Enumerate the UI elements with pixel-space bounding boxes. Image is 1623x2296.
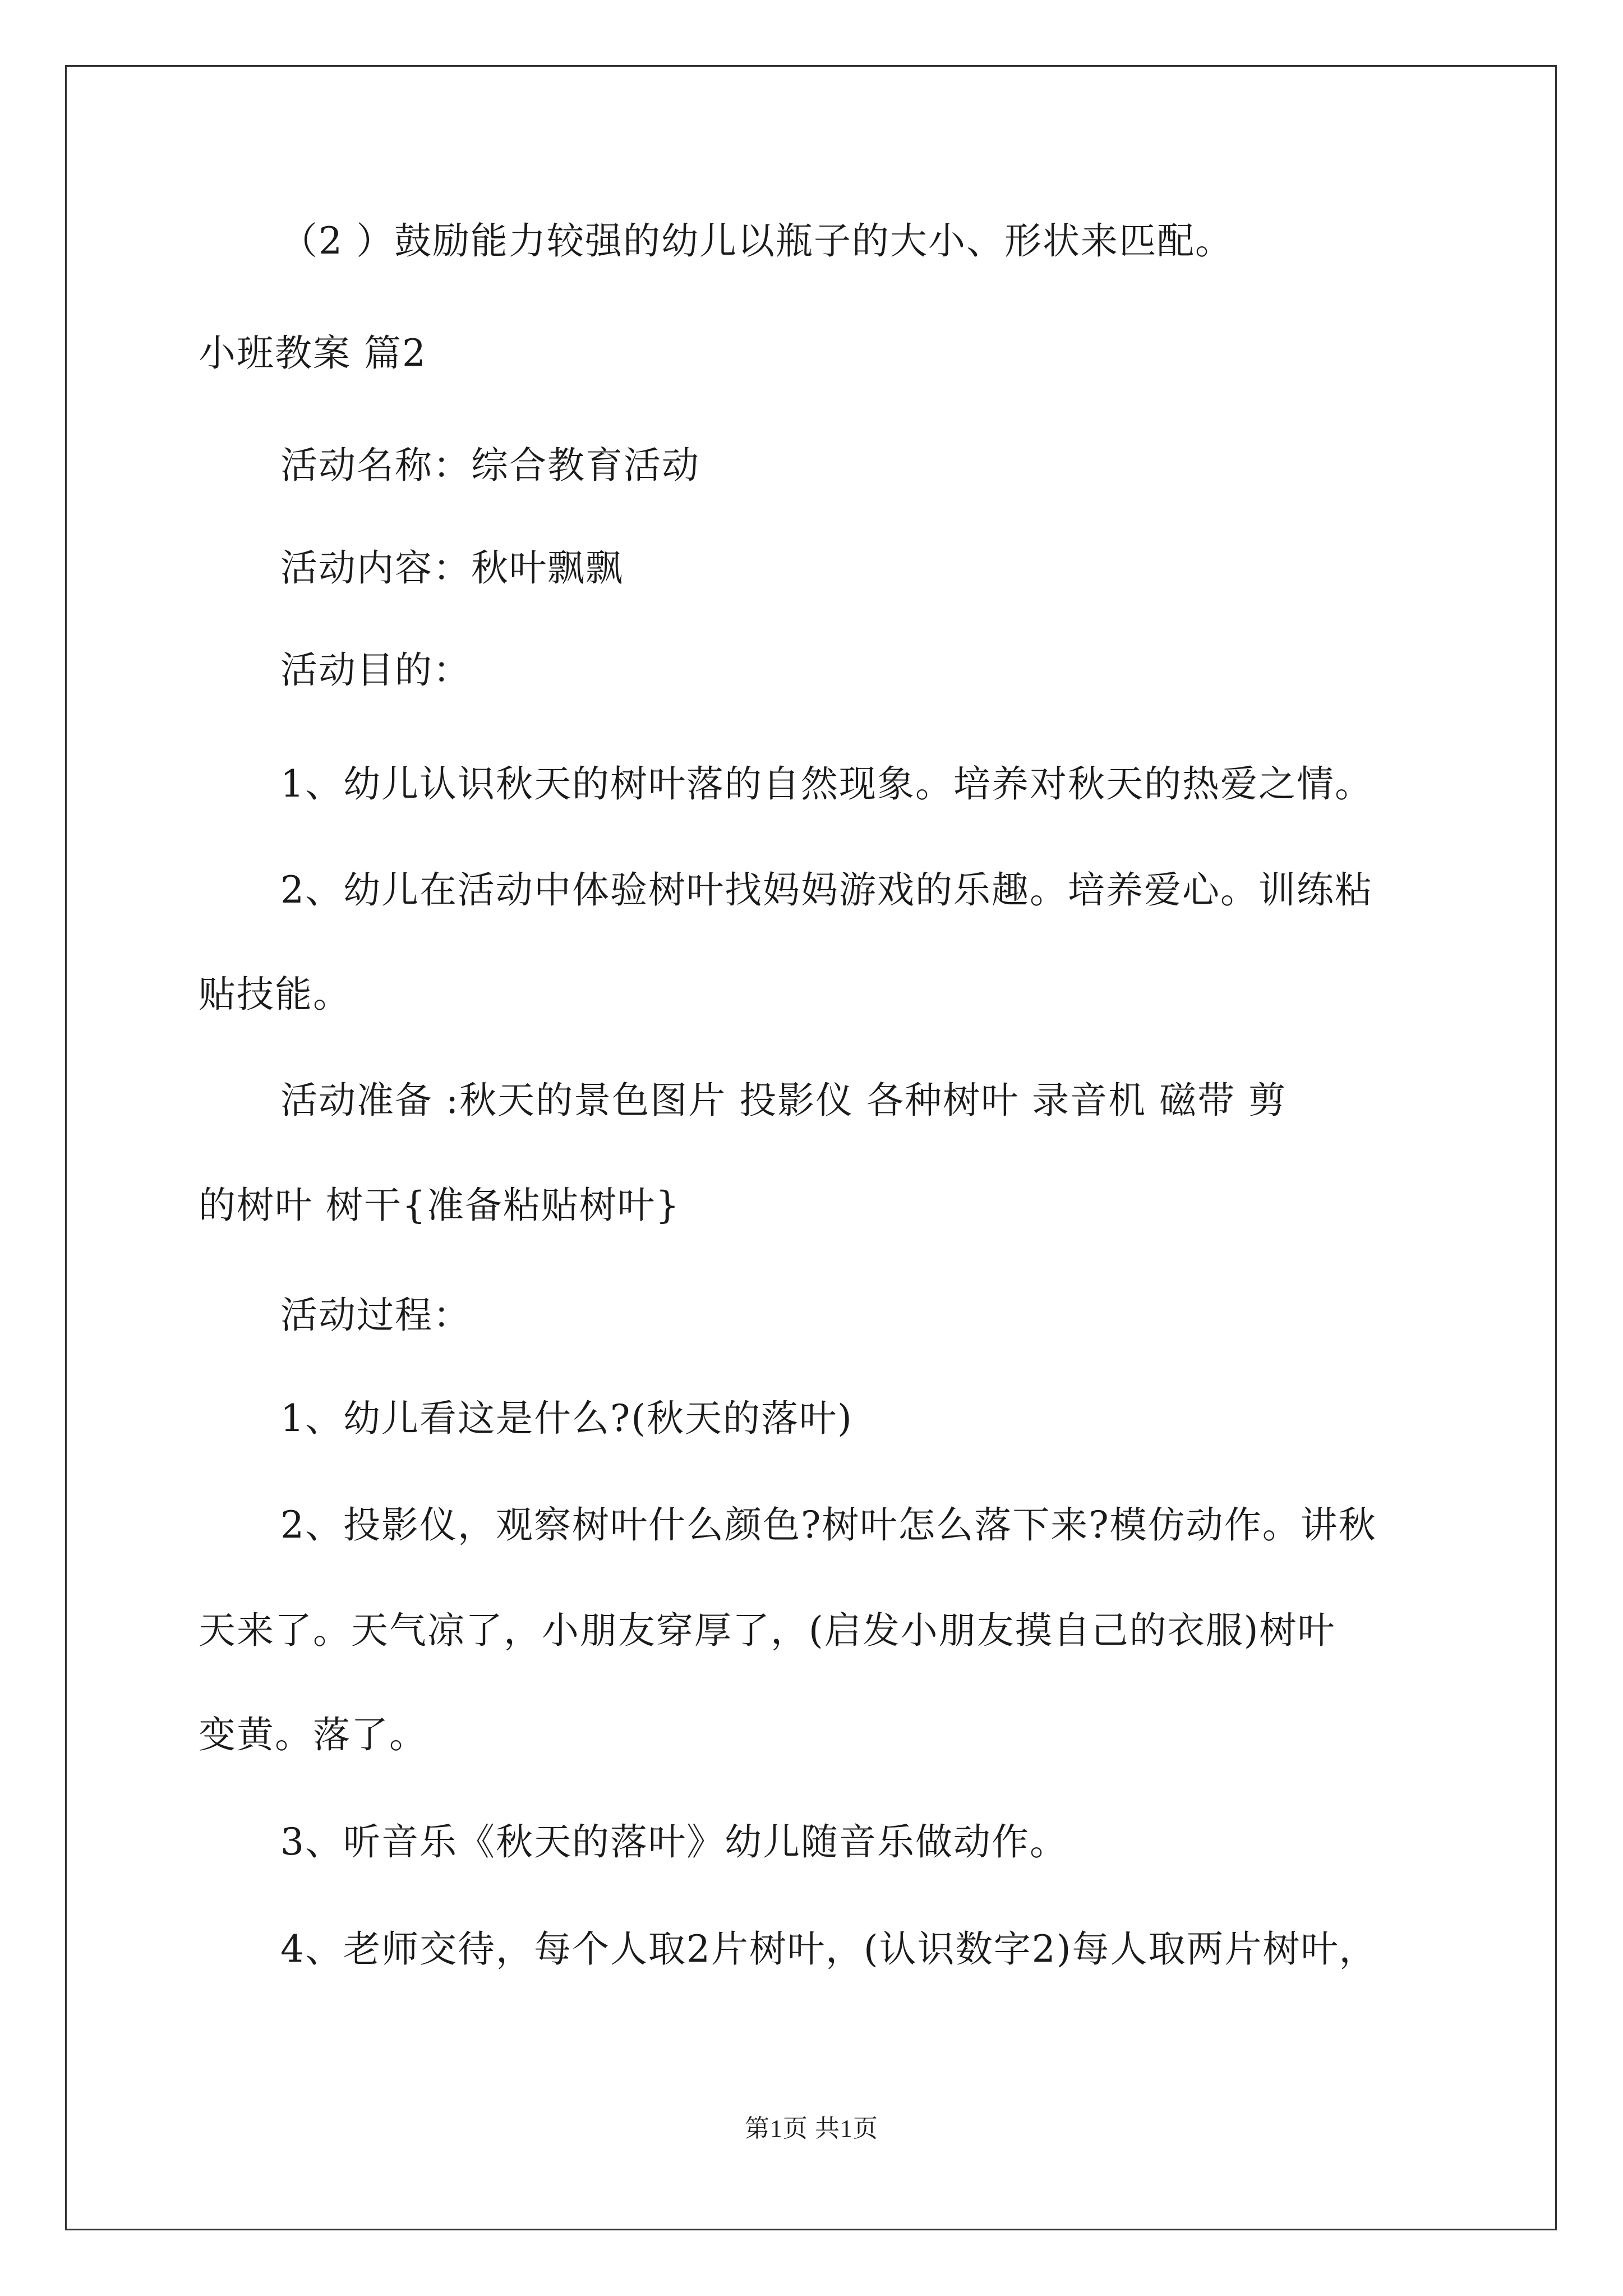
paragraph-line: 活动目的： bbox=[280, 648, 471, 692]
paragraph-line: 2、投影仪，观察树叶什么颜色?树叶怎么落下来?模仿动作。讲秋 bbox=[280, 1503, 1377, 1547]
paragraph-line: 的树叶 树干{准备粘贴树叶} bbox=[199, 1184, 680, 1227]
page-footer: 第1页 共1页 bbox=[745, 2115, 878, 2142]
paragraph-line: （2 ）鼓励能力较强的幼儿以瓶子的大小、形状来匹配。 bbox=[280, 219, 1233, 263]
paragraph-line: 天来了。天气凉了，小朋友穿厚了，(启发小朋友摸自己的衣服)树叶 bbox=[199, 1609, 1336, 1652]
paragraph-line: 贴技能。 bbox=[199, 973, 351, 1016]
paragraph-line: 3、听音乐《秋天的落叶》幼儿随音乐做动作。 bbox=[280, 1820, 1068, 1864]
paragraph-line: 4、老师交待，每个人取2片树叶，(认识数字2)每人取两片树叶， bbox=[280, 1927, 1377, 1971]
paragraph-line: 1、幼儿认识秋天的树叶落的自然现象。培养对秋天的热爱之情。 bbox=[280, 762, 1373, 806]
paragraph-line: 变黄。落了。 bbox=[199, 1713, 427, 1756]
paragraph-line: 活动内容：秋叶飘飘 bbox=[280, 546, 624, 590]
paragraph-line: 1、幼儿看这是什么?(秋天的落叶) bbox=[280, 1397, 853, 1440]
page-border bbox=[65, 65, 1557, 2230]
paragraph-line: 活动过程： bbox=[280, 1294, 471, 1337]
paragraph-line: 2、幼儿在活动中体验树叶找妈妈游戏的乐趣。培养爱心。训练粘 bbox=[280, 868, 1373, 912]
paragraph-line: 活动准备 :秋天的景色图片 投影仪 各种树叶 录音机 磁带 剪 bbox=[280, 1079, 1287, 1122]
section-heading: 小班教案 篇2 bbox=[199, 332, 427, 375]
paragraph-line: 活动名称：综合教育活动 bbox=[280, 444, 700, 487]
